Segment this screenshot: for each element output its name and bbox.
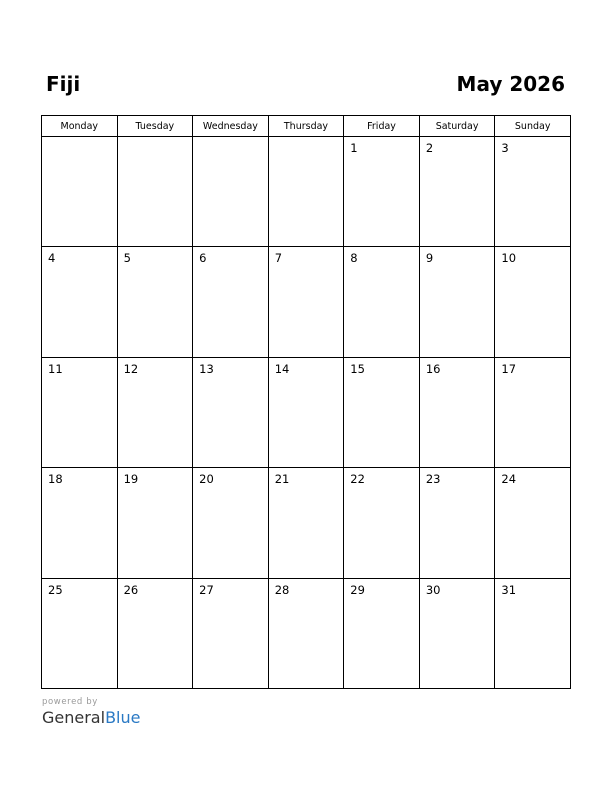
day-cell <box>193 578 269 688</box>
day-cell <box>268 137 344 247</box>
day-cell <box>193 357 269 467</box>
day-cell <box>42 357 118 467</box>
day-number: 15 <box>350 361 365 376</box>
day-number: 18 <box>48 472 63 487</box>
week-row <box>42 137 571 247</box>
day-cell <box>344 137 420 247</box>
day-number: 26 <box>123 582 139 597</box>
day-cell <box>117 247 193 357</box>
day-number: 13 <box>199 361 214 376</box>
powered-by-text: powered by <box>42 697 98 707</box>
brand-blue-text: Blue <box>105 708 141 727</box>
weekday-header: Saturday <box>419 116 495 137</box>
day-number: 28 <box>274 582 290 597</box>
day-number: 20 <box>199 472 214 487</box>
day-cell <box>344 357 420 467</box>
week-row <box>42 578 571 688</box>
day-cell <box>344 247 420 357</box>
day-number: 12 <box>123 361 139 376</box>
week-row <box>42 357 571 467</box>
brand-general-text: General <box>42 708 106 727</box>
day-number: 6 <box>199 251 207 266</box>
day-number <box>118 137 193 141</box>
day-cell <box>42 578 118 688</box>
weekday-header: Sunday <box>495 116 571 137</box>
day-cell <box>268 468 344 578</box>
week-row <box>42 247 571 357</box>
footer-branding <box>42 697 140 728</box>
day-cell <box>193 468 269 578</box>
day-cell <box>495 578 571 688</box>
week-row <box>42 468 571 578</box>
day-cell <box>117 578 193 688</box>
day-cell <box>268 578 344 688</box>
weekday-header: Tuesday <box>117 116 193 137</box>
day-cell <box>117 137 193 247</box>
day-cell <box>193 247 269 357</box>
day-number: 9 <box>425 251 434 266</box>
day-number: 11 <box>48 361 63 376</box>
day-number: 25 <box>48 582 63 597</box>
day-cell <box>495 247 571 357</box>
day-cell <box>117 357 193 467</box>
day-cell <box>42 468 118 578</box>
day-number <box>193 137 268 141</box>
day-number: 7 <box>274 251 283 266</box>
day-cell <box>344 468 420 578</box>
weekday-header: Friday <box>344 116 420 137</box>
weekday-header: Wednesday <box>193 116 269 137</box>
day-cell <box>419 137 495 247</box>
day-cell <box>419 357 495 467</box>
day-number: 3 <box>501 141 509 155</box>
day-number: 27 <box>199 582 214 597</box>
day-number: 24 <box>501 472 517 487</box>
day-number: 2 <box>425 141 434 155</box>
day-cell <box>419 578 495 688</box>
day-number: 19 <box>123 472 139 487</box>
day-number: 23 <box>425 472 441 487</box>
day-number <box>42 137 117 141</box>
day-number: 22 <box>350 472 365 487</box>
day-number: 31 <box>501 582 517 597</box>
day-number: 21 <box>274 472 290 487</box>
day-cell <box>42 137 118 247</box>
day-cell <box>117 468 193 578</box>
day-number: 16 <box>425 361 441 376</box>
country-title: Fiji <box>46 72 81 96</box>
day-number: 14 <box>274 361 290 376</box>
weekday-header: Monday <box>42 116 118 137</box>
weekday-header: Thursday <box>268 116 344 137</box>
day-number <box>269 137 344 141</box>
day-cell <box>495 137 571 247</box>
day-number: 29 <box>350 582 365 597</box>
calendar-grid <box>41 115 571 689</box>
day-cell <box>495 357 571 467</box>
day-cell <box>42 247 118 357</box>
day-number: 17 <box>501 361 517 376</box>
generalblue-logo[interactable] <box>42 708 140 728</box>
month-year-title: May 2026 <box>456 72 565 96</box>
weekday-header-row <box>42 116 571 137</box>
day-number: 30 <box>425 582 441 597</box>
day-cell <box>193 137 269 247</box>
day-cell <box>344 578 420 688</box>
day-cell <box>268 247 344 357</box>
day-number: 10 <box>501 251 517 266</box>
day-cell <box>495 468 571 578</box>
day-number: 4 <box>48 251 56 266</box>
day-number: 5 <box>123 251 131 266</box>
day-cell <box>419 247 495 357</box>
day-number: 1 <box>350 141 358 155</box>
day-cell <box>268 357 344 467</box>
day-number: 8 <box>350 251 358 266</box>
day-cell <box>419 468 495 578</box>
